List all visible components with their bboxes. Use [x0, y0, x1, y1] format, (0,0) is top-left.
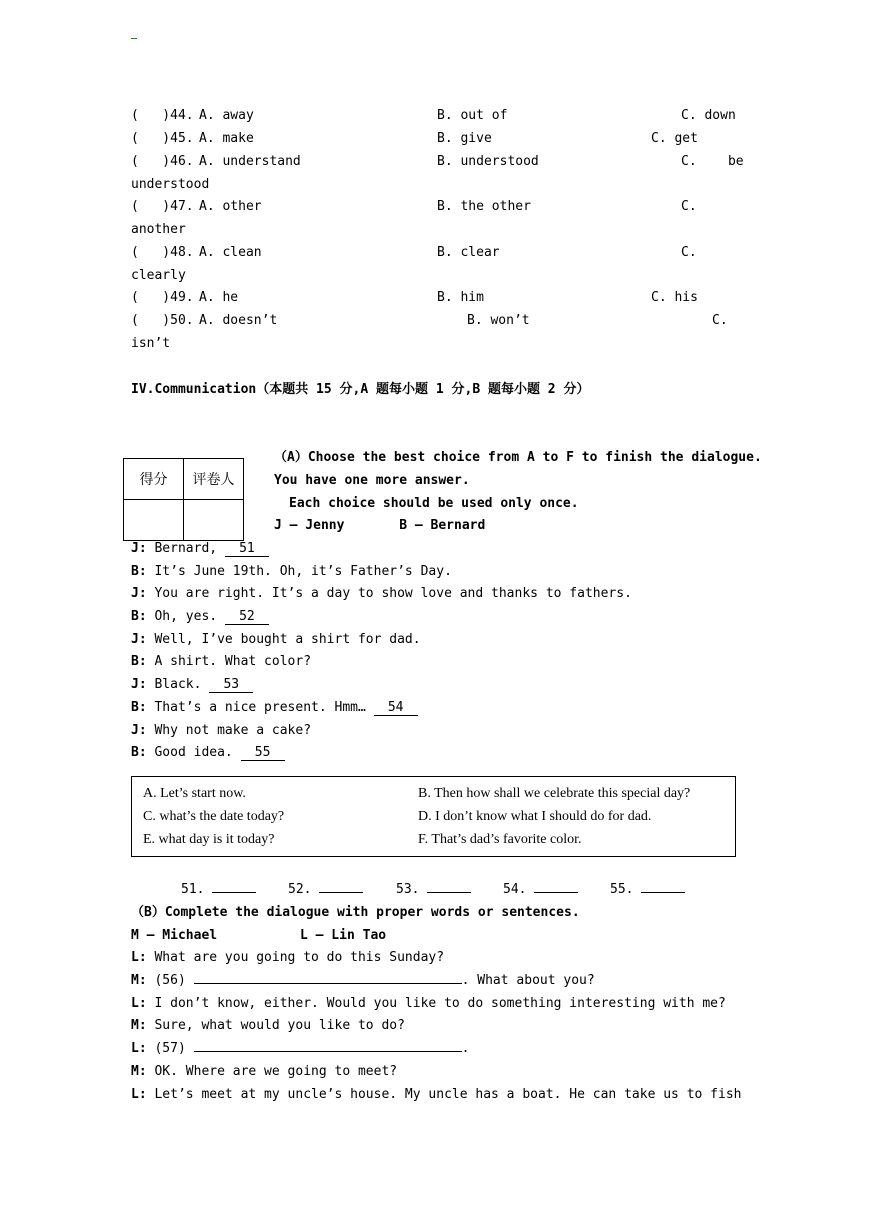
- q47-option-c-continued: another: [131, 222, 186, 237]
- q44-option-b: B. out of: [437, 108, 508, 123]
- speaker-label: M:: [131, 1018, 147, 1033]
- speaker-label: B:: [131, 564, 147, 579]
- answer-blank[interactable]: [212, 892, 256, 893]
- answer-51: [181, 881, 256, 899]
- answer-55: [610, 881, 685, 899]
- q46-number: ( )46.: [131, 154, 194, 169]
- speaker-label: J:: [131, 586, 147, 601]
- dialogue-b-line: [131, 1063, 397, 1081]
- q48-option-c-continued: clearly: [131, 268, 186, 283]
- speaker-label: L:: [131, 1087, 147, 1102]
- q50-option-c: C.: [712, 313, 728, 328]
- dialogue-b-line: [131, 972, 595, 990]
- score-cell: [124, 500, 184, 541]
- q45-option-c: C. get: [651, 131, 698, 146]
- dialogue-text: It’s June 19th. Oh, it’s Father’s Day.: [146, 564, 452, 579]
- q46-option-a: A. understand: [199, 154, 301, 169]
- option-d: D. I don’t know what I should do for dad.: [418, 809, 652, 824]
- blank-51[interactable]: 51: [225, 541, 269, 557]
- score-header: 得分: [124, 459, 184, 500]
- dialogue-b-line: [131, 1040, 469, 1058]
- dialogue-a-line: [131, 744, 285, 762]
- dialogue-text: That’s a nice present. Hmm…: [146, 700, 374, 715]
- corner-mark: [131, 30, 137, 39]
- blank-52[interactable]: 52: [225, 609, 269, 625]
- q49-option-a: A. he: [199, 290, 239, 305]
- answer-54: [503, 881, 578, 899]
- q44-number: ( )44.: [131, 108, 194, 123]
- speaker-michael: M — Michael: [131, 928, 218, 943]
- speaker-label: J:: [131, 541, 147, 556]
- dialogue-text: I don’t know, either. Would you like to do something interesting with me?: [146, 996, 726, 1011]
- q48-option-c: C.: [681, 245, 697, 260]
- q48-option-b: B. clear: [437, 245, 500, 260]
- q45-option-b: B. give: [437, 131, 492, 146]
- dialogue-text: You are right. It’s a day to show love and thanks to fathers.: [146, 586, 632, 601]
- option-c: C. what’s the date today?: [143, 809, 285, 824]
- part-a-speakers: J — Jenny B — Bernard: [274, 518, 486, 533]
- option-b: B. Then how shall we celebrate this special day?: [418, 786, 691, 801]
- dialogue-text: OK. Where are we going to meet?: [146, 1064, 398, 1079]
- blank-56[interactable]: [194, 983, 462, 984]
- part-a-instruction: （A）Choose the best choice from A to F to finish the dialogue.: [274, 450, 762, 465]
- dialogue-text: Bernard,: [146, 541, 225, 556]
- blank-54[interactable]: 54: [374, 700, 418, 716]
- dialogue-text: Sure, what would you like to do?: [146, 1018, 405, 1033]
- q45-option-a: A. make: [199, 131, 254, 146]
- q47-option-c: C.: [681, 199, 697, 214]
- section-title: IV.Communication（本题共 15 分,A 题每小题 1 分,B 题每小题 2 分）: [131, 382, 590, 397]
- q47-option-b: B. the other: [437, 199, 531, 214]
- part-b-instruction: （B）Complete the dialogue with proper words or sentences.: [131, 905, 580, 920]
- q49-option-c: C. his: [651, 290, 698, 305]
- answer-53: [396, 881, 471, 899]
- q46-option-c: C. be: [681, 154, 744, 169]
- speaker-label: J:: [131, 677, 147, 692]
- dialogue-text: (57): [146, 1041, 194, 1056]
- speaker-label: L:: [131, 950, 147, 965]
- answer-blank[interactable]: [534, 892, 578, 893]
- dialogue-b-line: [131, 1086, 741, 1104]
- grader-header: 评卷人: [184, 459, 244, 500]
- blank-55[interactable]: 55: [241, 745, 285, 761]
- speaker-label: L:: [131, 1041, 147, 1056]
- dialogue-a-line: [131, 676, 253, 694]
- answer-label: 51.: [181, 882, 205, 897]
- dialogue-a-line: [131, 631, 421, 649]
- dialogue-text: Well, I’ve bought a shirt for dad.: [146, 632, 421, 647]
- speaker-label: B:: [131, 609, 147, 624]
- q49-option-b: B. him: [437, 290, 484, 305]
- answer-blank[interactable]: [319, 892, 363, 893]
- speaker-label: M:: [131, 1064, 147, 1079]
- dialogue-text: Oh, yes.: [146, 609, 225, 624]
- q44-option-a: A. away: [199, 108, 254, 123]
- q46-option-c-continued: understood: [131, 177, 210, 192]
- dialogue-text-after: . What about you?: [461, 973, 595, 988]
- dialogue-a-line: [131, 585, 632, 603]
- dialogue-text: Why not make a cake?: [146, 723, 312, 738]
- dialogue-text: Black.: [146, 677, 210, 692]
- dialogue-b-line: [131, 1017, 405, 1035]
- answer-label: 54.: [503, 882, 527, 897]
- dialogue-text: Let’s meet at my uncle’s house. My uncle has a boat. He can take us to fish: [146, 1087, 742, 1102]
- grader-cell: [184, 500, 244, 541]
- answer-52: [288, 881, 363, 899]
- dialogue-a-line: [131, 653, 311, 671]
- q47-option-a: A. other: [199, 199, 262, 214]
- answer-label: 55.: [610, 882, 634, 897]
- answer-label: 52.: [288, 882, 312, 897]
- q47-number: ( )47.: [131, 199, 194, 214]
- blank-57[interactable]: [194, 1051, 462, 1052]
- dialogue-text: A shirt. What color?: [146, 654, 312, 669]
- speaker-label: B:: [131, 700, 147, 715]
- q46-option-b: B. understood: [437, 154, 539, 169]
- part-a-instruction-2: You have one more answer.: [274, 473, 470, 488]
- dialogue-text: What are you going to do this Sunday?: [146, 950, 445, 965]
- q50-number: ( )50.: [131, 313, 194, 328]
- dialogue-text: (56): [146, 973, 194, 988]
- q48-number: ( )48.: [131, 245, 194, 260]
- option-e: E. what day is it today?: [143, 832, 275, 847]
- dialogue-a-line: [131, 699, 418, 717]
- dialogue-a-line: [131, 608, 269, 626]
- dialogue-text: Good idea.: [146, 745, 241, 760]
- speaker-label: J:: [131, 632, 147, 647]
- score-table: [123, 458, 244, 541]
- answer-blank[interactable]: [427, 892, 471, 893]
- q50-option-b: B. won’t: [467, 313, 530, 328]
- dialogue-b-line: [131, 995, 726, 1013]
- speaker-label: M:: [131, 973, 147, 988]
- speaker-lin-tao: L — Lin Tao: [300, 928, 387, 943]
- option-f: F. That’s dad’s favorite color.: [418, 832, 582, 847]
- dialogue-b-line: [131, 949, 444, 967]
- q50-option-a: A. doesn’t: [199, 313, 278, 328]
- q49-number: ( )49.: [131, 290, 194, 305]
- dialogue-text-after: .: [461, 1041, 470, 1056]
- speaker-label: B:: [131, 745, 147, 760]
- q50-option-c-continued: isn’t: [131, 336, 171, 351]
- dialogue-a-line: [131, 722, 311, 740]
- speaker-label: J:: [131, 723, 147, 738]
- part-a-instruction-3: Each choice should be used only once.: [289, 496, 579, 511]
- q48-option-a: A. clean: [199, 245, 262, 260]
- dialogue-a-line: [131, 563, 452, 581]
- answer-blank[interactable]: [641, 892, 685, 893]
- speaker-label: L:: [131, 996, 147, 1011]
- q45-number: ( )45.: [131, 131, 194, 146]
- option-a: A. Let’s start now.: [143, 786, 246, 801]
- q44-option-c: C. down: [681, 108, 736, 123]
- speaker-label: B:: [131, 654, 147, 669]
- options-box: [131, 776, 736, 857]
- answer-label: 53.: [396, 882, 420, 897]
- dialogue-a-line: [131, 540, 269, 558]
- blank-53[interactable]: 53: [209, 677, 253, 693]
